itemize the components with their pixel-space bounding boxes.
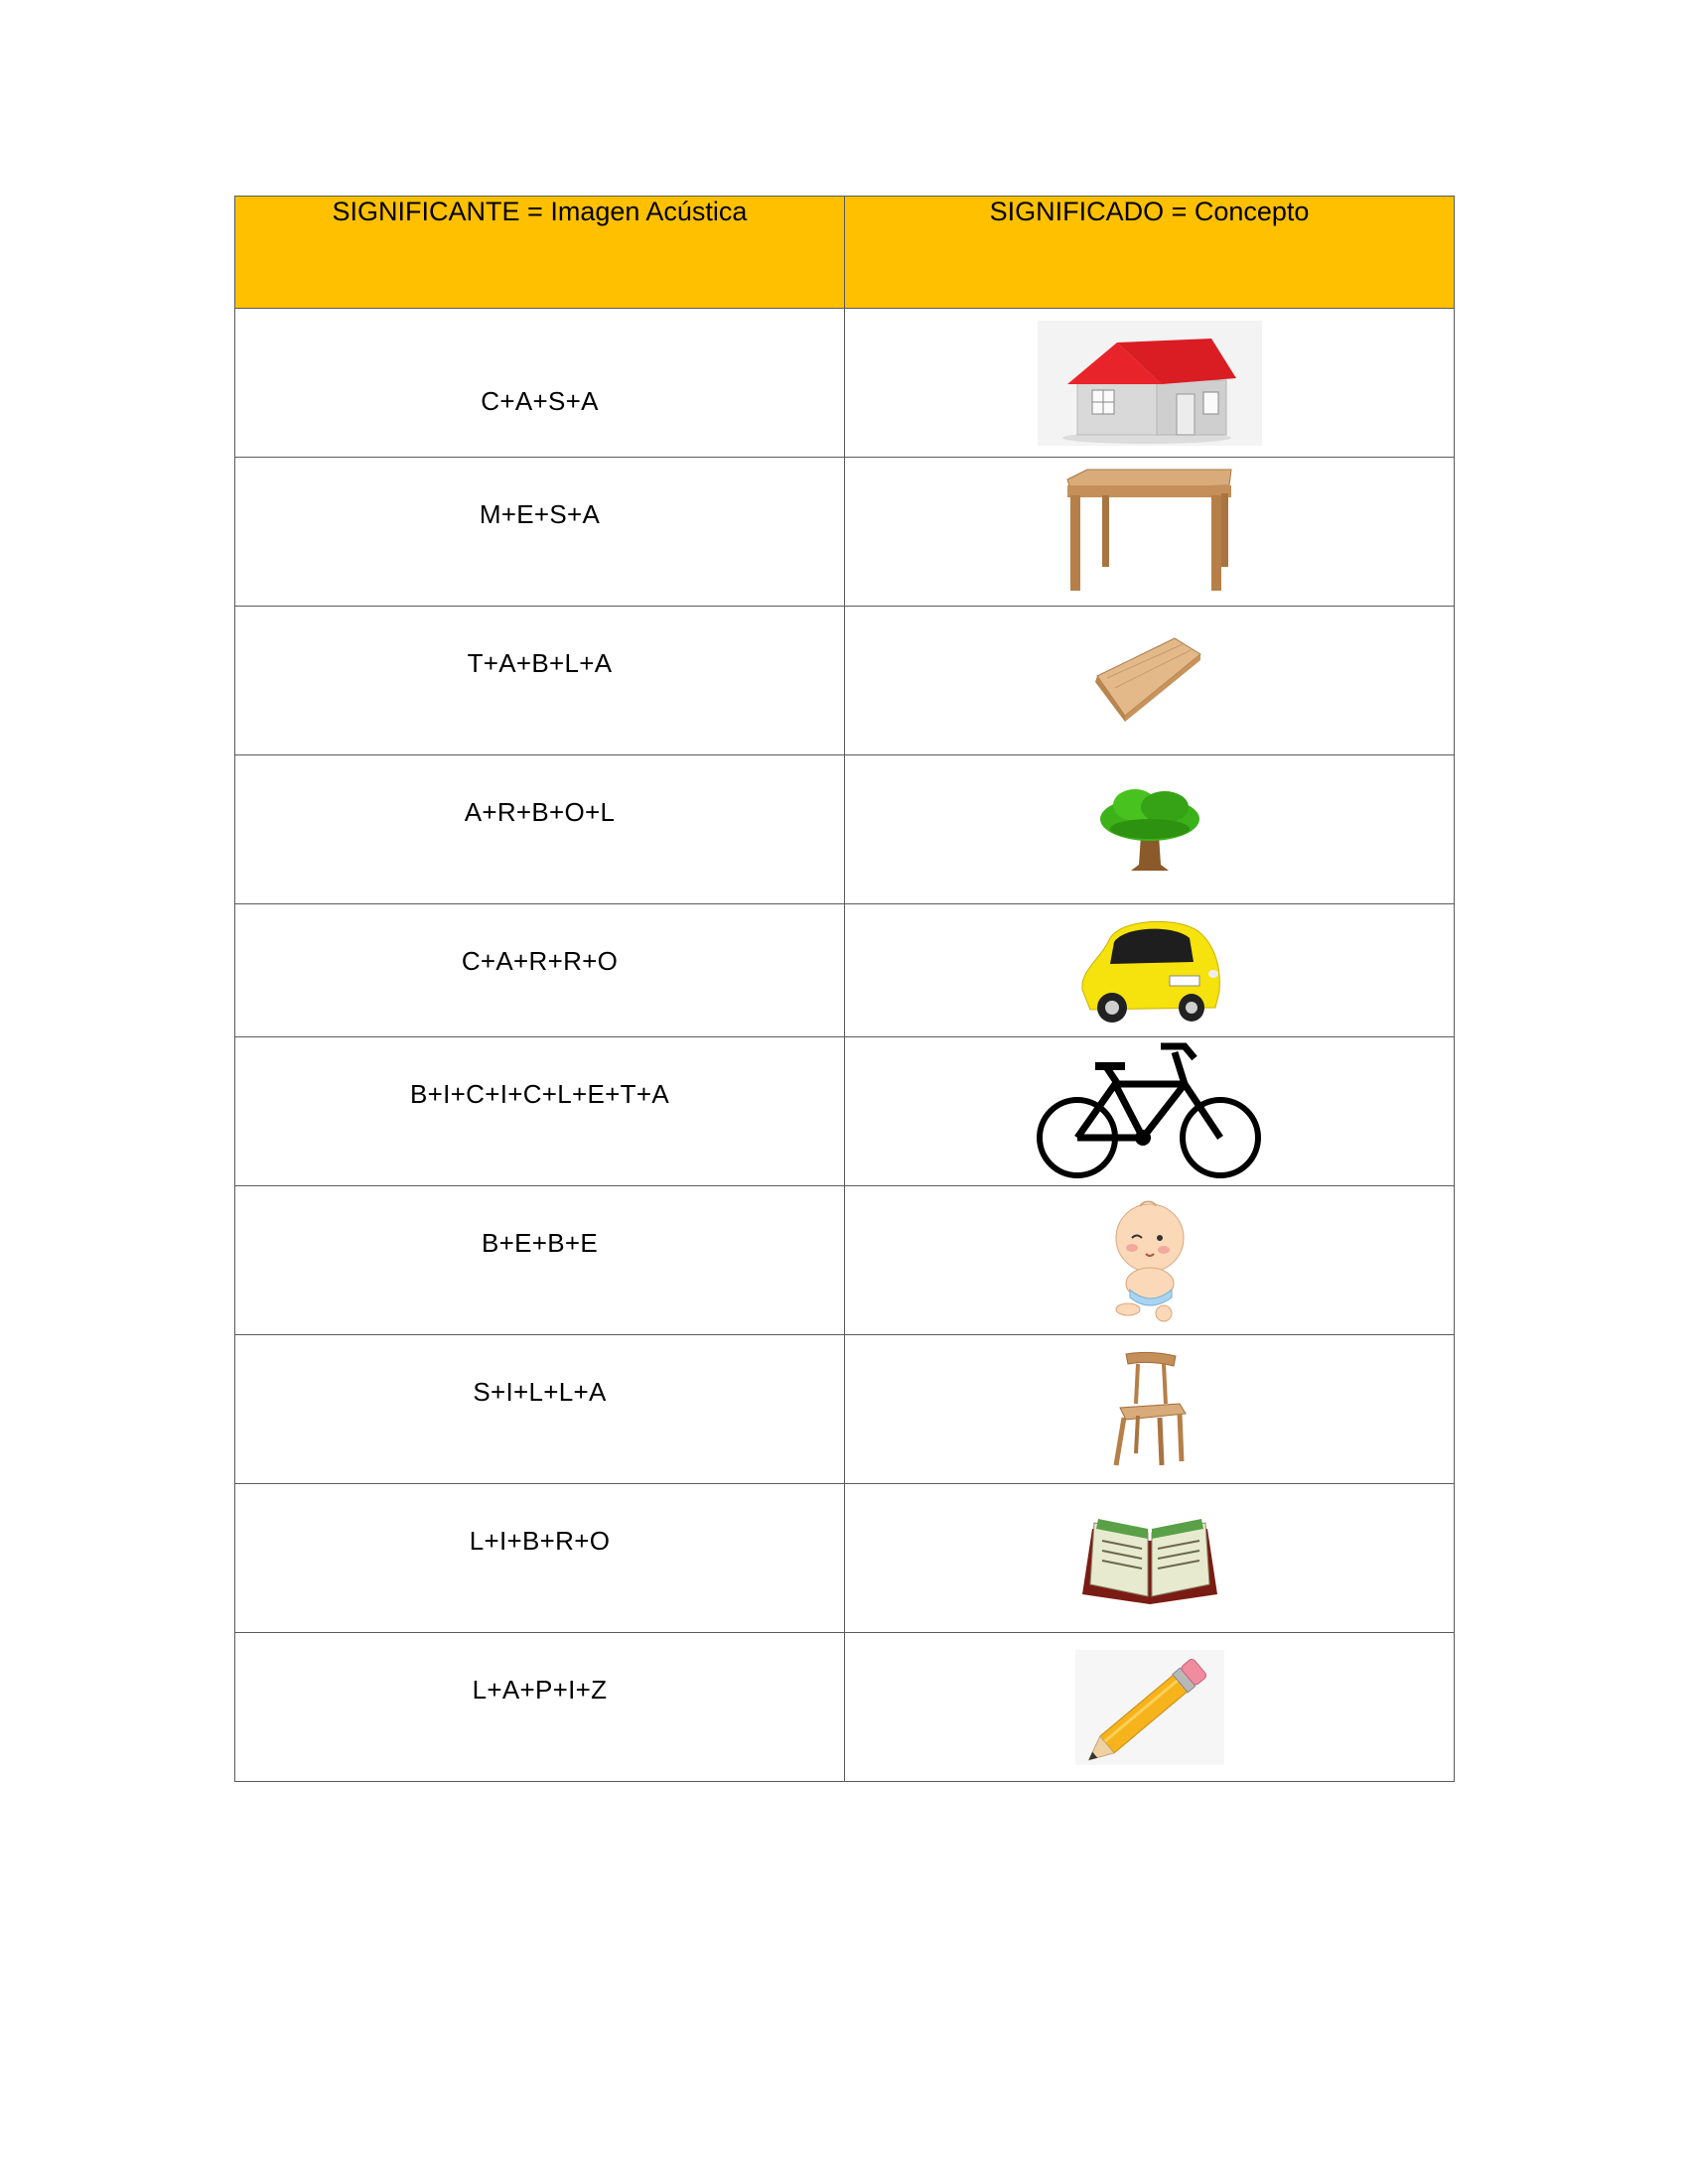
image-cell xyxy=(845,1484,1455,1633)
table-row xyxy=(235,1484,1455,1633)
image-cell xyxy=(845,309,1455,458)
word-mesa: M+E+S+A xyxy=(479,499,601,529)
house-icon xyxy=(1038,321,1262,446)
table-row xyxy=(235,1186,1455,1335)
header-significante: SIGNIFICANTE = Imagen Acústica xyxy=(235,197,845,309)
word-cell xyxy=(235,1484,845,1633)
word-bebe: B+E+B+E xyxy=(481,1228,599,1258)
image-cell xyxy=(845,755,1455,904)
image-cell xyxy=(845,607,1455,755)
baby-icon xyxy=(1110,1198,1190,1323)
table-row xyxy=(235,904,1455,1037)
word-cell xyxy=(235,458,845,607)
word-casa: C+A+S+A xyxy=(481,386,599,416)
pencil-icon xyxy=(1075,1650,1224,1765)
table-row xyxy=(235,309,1455,458)
word-carro: C+A+R+R+O xyxy=(461,946,619,976)
word-libro: L+I+B+R+O xyxy=(469,1526,611,1556)
table-row xyxy=(235,1335,1455,1484)
image-cell xyxy=(845,1037,1455,1186)
table-row xyxy=(235,755,1455,904)
image-cell xyxy=(845,1335,1455,1484)
word-cell xyxy=(235,1633,845,1782)
word-cell xyxy=(235,607,845,755)
word-cell xyxy=(235,309,845,458)
table-row xyxy=(235,458,1455,607)
word-cell xyxy=(235,1186,845,1335)
table-icon xyxy=(1062,468,1236,597)
word-cell xyxy=(235,904,845,1037)
word-cell xyxy=(235,1037,845,1186)
image-cell xyxy=(845,1186,1455,1335)
word-lapiz: L+A+P+I+Z xyxy=(472,1675,608,1705)
header-significado: SIGNIFICADO = Concepto xyxy=(845,197,1455,309)
image-cell xyxy=(845,458,1455,607)
wooden-plank-icon xyxy=(1095,636,1204,726)
significante-significado-table xyxy=(234,196,1455,1782)
word-bicicleta: B+I+C+I+C+L+E+T+A xyxy=(410,1079,669,1109)
table-row xyxy=(235,607,1455,755)
table-row xyxy=(235,1633,1455,1782)
book-icon xyxy=(1080,1511,1219,1606)
image-cell xyxy=(845,904,1455,1037)
word-cell xyxy=(235,755,845,904)
word-cell xyxy=(235,1335,845,1484)
yellow-car-icon xyxy=(1070,912,1229,1029)
chair-icon xyxy=(1110,1350,1190,1469)
bicycle-icon xyxy=(1036,1038,1264,1185)
word-silla: S+I+L+L+A xyxy=(473,1377,607,1407)
tree-icon xyxy=(1095,785,1204,875)
table-header-row xyxy=(235,197,1455,309)
table-row xyxy=(235,1037,1455,1186)
word-tabla: T+A+B+L+A xyxy=(467,648,613,678)
word-arbol: A+R+B+O+L xyxy=(464,797,616,827)
image-cell xyxy=(845,1633,1455,1782)
